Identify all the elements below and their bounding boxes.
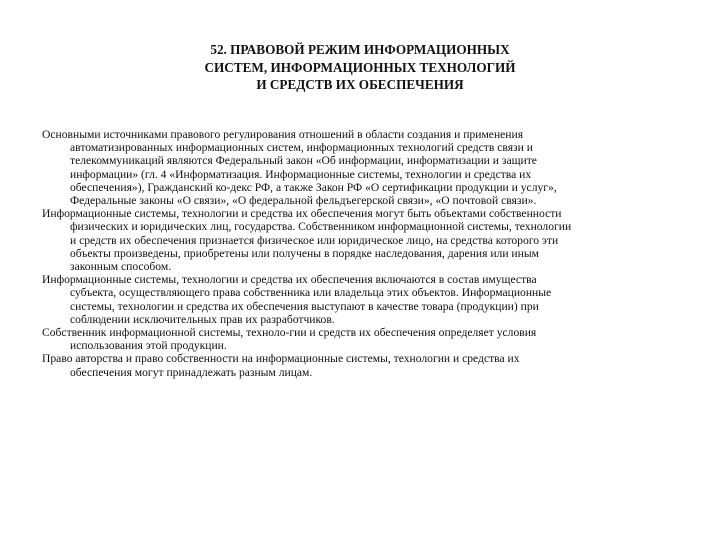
text-line: соблюдении исключительных прав их разработчиков.: [70, 312, 335, 326]
title-line: СИСТЕМ, ИНФОРМАЦИОННЫХ ТЕХНОЛОГИЙ: [204, 59, 516, 75]
text-line: Основными источниками правового регулирования отношений в области создания и применения: [42, 128, 524, 141]
paragraph-sources: [42, 128, 678, 207]
paragraph-ownership: [42, 207, 678, 273]
text-line: Федеральные законы «О связи», «О федеральной фельдъегерской связи», «О почтовой связи».: [70, 194, 537, 208]
text-line: Информационные системы, технологии и средства их обеспечения могут быть объектами собственности: [42, 207, 562, 221]
text-line: Право авторства и право собственности на информационные системы, технологии и средства их: [42, 352, 520, 366]
text-line: и средств их обеспечения признается физическое или юридическое лицо, на средства которого эти: [70, 233, 559, 247]
slide-title: [120, 41, 600, 94]
text-line: телекоммуникаций являются Федеральный закон «Об информации, информатизации и защите: [70, 154, 537, 168]
paragraph-authorship: [42, 352, 678, 378]
text-line: физических и юридических лиц, государства. Собственником информационной системы, технологии: [70, 220, 572, 234]
text-line: субъекта, осуществляющего права собственника или владельца этих объектов. Информационные: [70, 286, 552, 300]
title-line: И СРЕДСТВ ИХ ОБЕСПЕЧЕНИЯ: [256, 77, 464, 92]
text-line: законным способом.: [70, 260, 172, 274]
text-line: системы, технологии и средства их обеспечения выступают в качестве товара (продукции) при: [70, 299, 539, 313]
text-line: использования этой продукции.: [70, 339, 227, 353]
text-line: объекты произведены, приобретены или получены в порядке наследования, дарения или иным: [70, 246, 539, 260]
text-line: обеспечения»), Гражданский ко-декс РФ, а также Закон РФ «О сертификации продукции и услуг»,: [70, 180, 557, 194]
paragraph-property: [42, 273, 678, 326]
title-line: 52. ПРАВОВОЙ РЕЖИМ ИНФОРМАЦИОННЫХ: [210, 42, 510, 57]
slide-body: [42, 128, 678, 379]
text-line: Собственник информационной системы, техноло-гии и средств их обеспечения определяет условия: [42, 326, 537, 340]
paragraph-owner-conditions: [42, 326, 678, 352]
text-line: обеспечения могут принадлежать разным лицам.: [70, 365, 313, 379]
text-line: автоматизированных информационных систем, информационных технологий средств связи и: [70, 141, 533, 155]
text-line: информации» (гл. 4 «Информатизация. Информационные системы, технологии и средства их: [70, 167, 532, 181]
text-line: Информационные системы, технологии и средства их обеспечения включаются в состав имущества: [42, 273, 537, 287]
